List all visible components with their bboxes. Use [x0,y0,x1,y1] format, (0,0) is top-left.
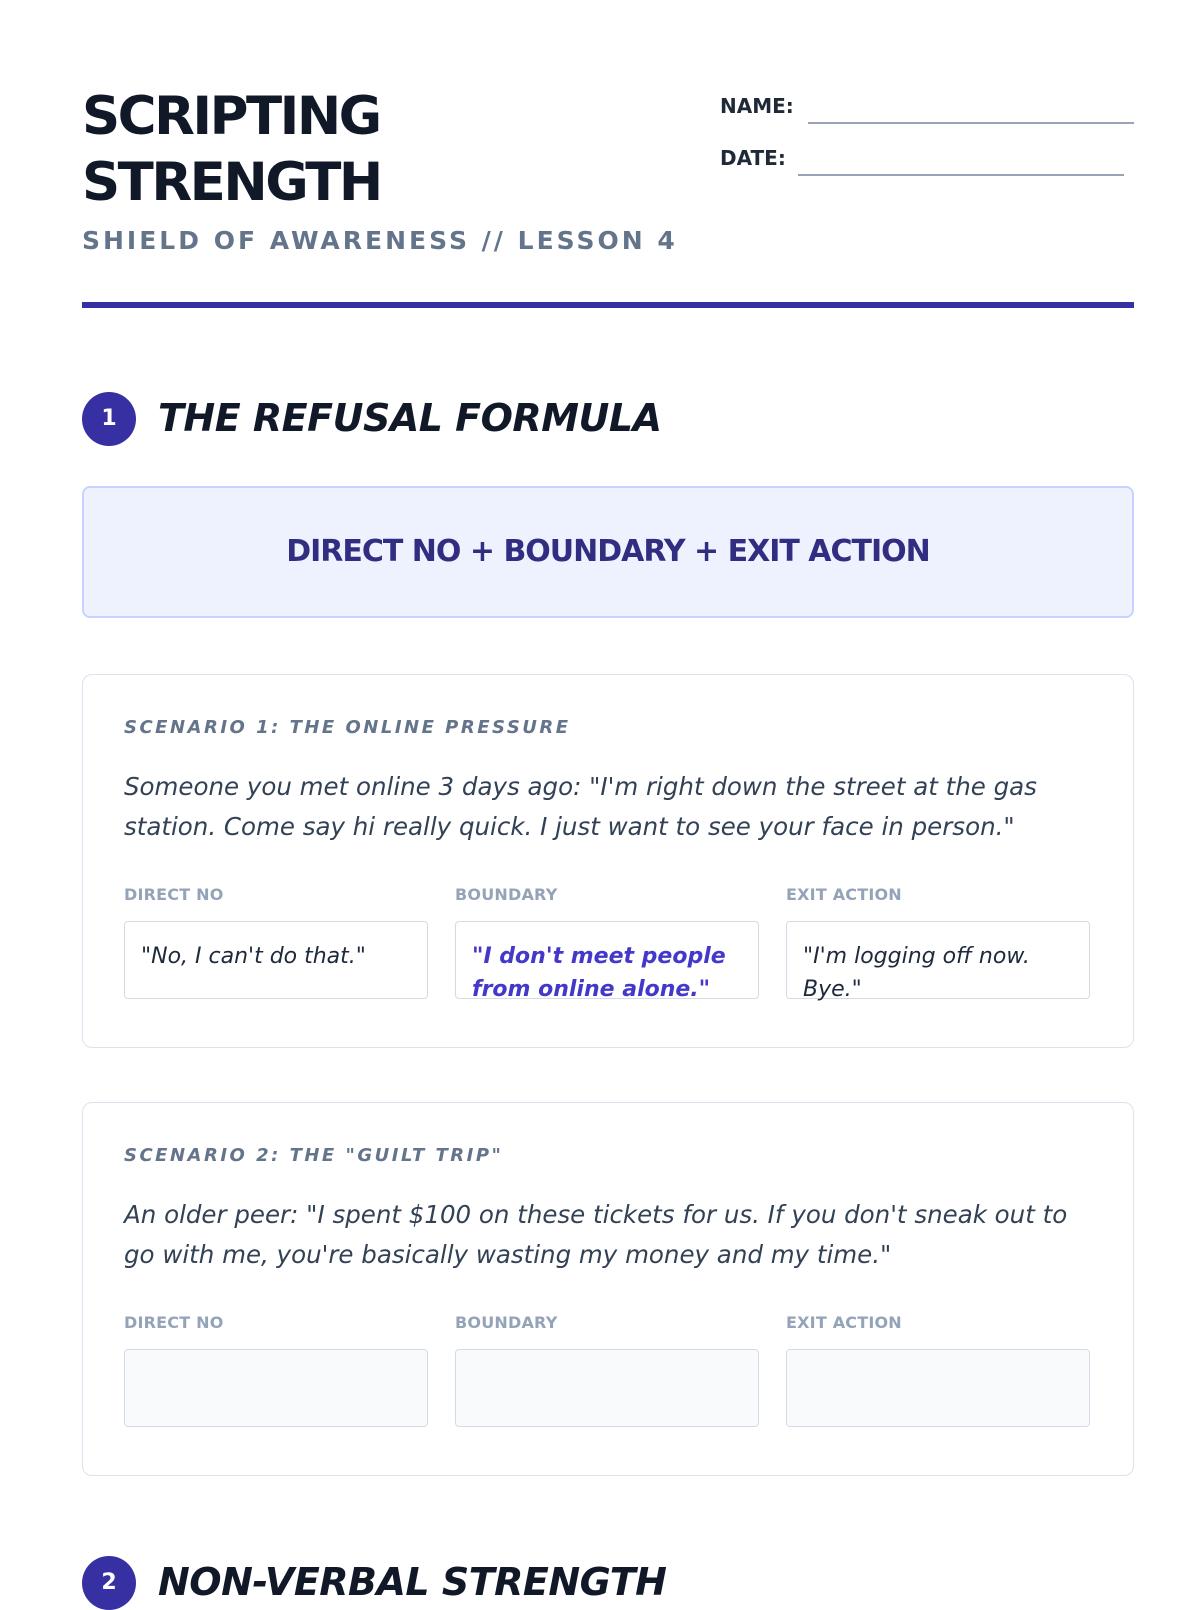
boundary-column [455,1313,759,1427]
formula-banner: DIRECT NO + BOUNDARY + EXIT ACTION [82,486,1134,618]
direct-no-answer[interactable]: "No, I can't do that." [124,921,428,999]
column-label: BOUNDARY [455,1313,558,1332]
section-number-badge: 2 [82,1556,136,1610]
exit-action-column [786,1313,1090,1427]
scenario-prompt: An older peer: "I spent $100 on these tickets for us. If you don't sneak out to go with me, you're basically wasting my money and my time." [124,1200,1068,1269]
page-title [82,84,381,216]
scenario-card-1 [82,674,1134,1048]
scenario-label: SCENARIO 1: THE ONLINE PRESSURE [124,717,571,738]
exit-action-answer[interactable] [786,1349,1090,1427]
direct-no-answer[interactable] [124,1349,428,1427]
column-label: DIRECT NO [124,1313,224,1332]
section-title: NON-VERBAL STRENGTH [158,1560,667,1604]
column-label: EXIT ACTION [786,885,902,904]
date-row [720,136,1134,176]
boundary-answer[interactable]: "I don't meet people from online alone." [455,921,759,999]
direct-no-column [124,885,428,999]
column-label: BOUNDARY [455,885,558,904]
exit-action-column [786,885,1090,1002]
boundary-column [455,885,759,1002]
name-label: NAME: [720,94,794,118]
section-number-badge: 1 [82,392,136,446]
name-field-line[interactable] [808,122,1134,124]
boundary-answer[interactable] [455,1349,759,1427]
column-label: EXIT ACTION [786,1313,902,1332]
lesson-subtitle: SHIELD OF AWARENESS // LESSON 4 [82,226,678,255]
scenario-label: SCENARIO 2: THE "GUILT TRIP" [124,1145,504,1166]
worksheet-page [82,0,1134,1604]
header-divider [82,302,1134,308]
scenario-prompt: Someone you met online 3 days ago: "I'm right down the street at the gas station. Come say hi really quick. I just want to see your face in person." [124,772,1037,841]
title-line-1: SCRIPTING [82,86,380,147]
date-label: DATE: [720,146,786,170]
title-line-2: STRENGTH [82,152,381,213]
scenario-card-2 [82,1102,1134,1476]
direct-no-column [124,1313,428,1427]
exit-action-answer[interactable]: "I'm logging off now. Bye." [786,921,1090,999]
column-label: DIRECT NO [124,885,224,904]
date-field-line[interactable] [798,174,1124,176]
section-title: THE REFUSAL FORMULA [158,396,662,440]
name-row [720,84,1134,124]
